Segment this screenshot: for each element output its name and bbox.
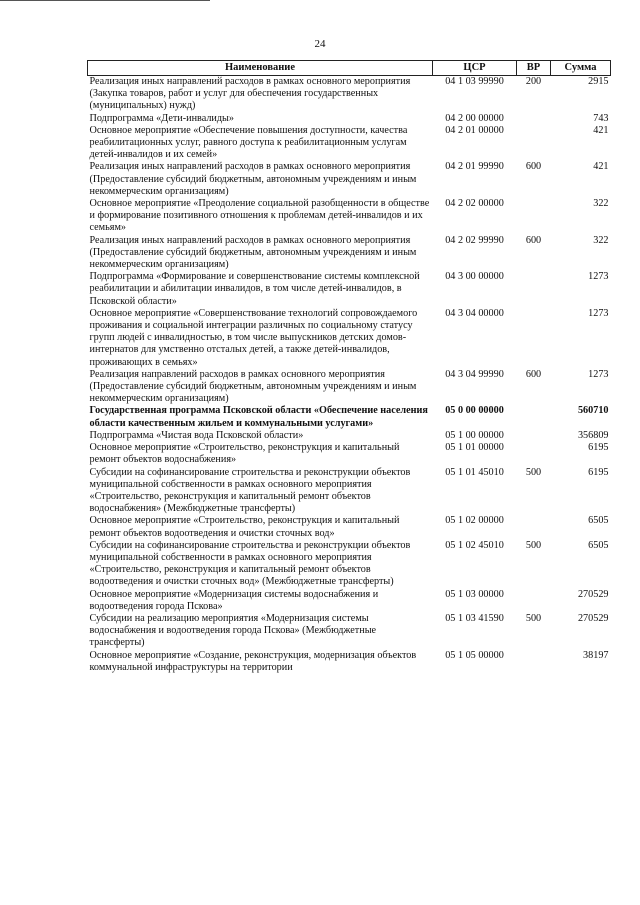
row-sum-cell: 270529 [577,612,609,624]
row-sum-cell: 1273 [588,307,609,319]
row-sum-cell: 560710 [577,405,609,417]
table-header-row [88,61,611,76]
row-vr-cell [517,430,551,442]
table-row [88,515,611,539]
table-row [88,369,611,406]
table-row [88,430,611,442]
row-name-cell: Субсидии на реализацию мероприятия «Модернизация системы водоснабжения и водоотведения города Пскова» (Межбюджетные трансферты) [89,612,377,649]
table-row [88,198,611,235]
row-vr-cell: 600 [525,234,542,246]
row-sum-cell: 38197 [583,649,609,661]
table-row [88,113,611,125]
table-row [88,613,611,650]
row-sum-cell: 1273 [588,368,609,380]
row-vr-cell [517,589,551,613]
row-name-cell: Реализация иных направлений расходов в рамках основного мероприятия (Предоставление субсидий бюджетным, автономным учреждениям и иным некоммерческим организациям) [89,161,417,197]
row-csr-cell: 05 1 01 00000 [445,442,504,454]
row-name-cell: Субсидии на софинансирование строительства и реконструкции объектов муниципальной собственности в рамках основного мероприятия «Строительство, реконструкция и капитальный ремонт объектов водоотведения и очистки сточных вод» (Межбюджетные трансферты) [89,539,411,588]
row-sum-cell: 6505 [588,515,609,527]
row-vr-cell: 500 [525,539,542,551]
header-vr: ВР [517,61,551,76]
table-body [88,76,611,674]
row-csr-cell: 04 3 04 99990 [445,368,504,380]
table-row [88,161,611,198]
table-row [88,308,611,369]
row-name-cell: Государственная программа Псковской области «Обеспечение населения области качественным жильем и коммунальными услугами» [89,405,428,429]
row-name-cell: Основное мероприятие «Преодоление социальной разобщенности в обществе и формирование позитивного отношения к проблемам детей-инвалидов и их семьям» [89,198,430,234]
row-name-cell: Основное мероприятие «Строительство, реконструкция и капитальный ремонт объектов водоснабжения» [89,442,400,466]
row-vr-cell [517,125,551,162]
row-vr-cell: 600 [525,368,542,380]
row-name-cell: Субсидии на софинансирование строительства и реконструкции объектов муниципальной собственности в рамках основного мероприятия «Строительство, реконструкция и капитальный ремонт объектов водоснабжения» (Межбюджетные трансферты) [89,466,411,515]
row-sum-cell: 270529 [577,588,609,600]
table-row [88,125,611,162]
row-vr-cell [517,271,551,308]
row-vr-cell [517,442,551,466]
row-csr-cell: 05 1 02 45010 [445,539,504,551]
row-name-cell: Основное мероприятие «Совершенствование технологий сопровождаемого проживания и социальной интеграции различных по социальному статусу групп людей с инвалидностью, в том числе выпускников детских домов-интернатов для умственно отсталых детей, а также детей-инвалидов, проживающих в семьях» [89,307,418,368]
header-csr: ЦСР [433,61,517,76]
row-vr-cell [517,515,551,539]
row-csr-cell: 05 1 03 41590 [445,612,504,624]
budget-table [87,60,611,674]
row-name-cell: Реализация иных направлений расходов в рамках основного мероприятия (Закупка товаров, работ и услуг для обеспечения государственных (муниципальных) нужд) [89,76,411,112]
header-name: Наименование [88,61,433,76]
row-name-cell: Основное мероприятие «Создание, реконструкция, модернизация объектов коммунальной инфраструктуры на территории [89,649,417,673]
row-csr-cell: 04 2 00 00000 [445,112,504,124]
row-sum-cell: 322 [593,234,609,246]
row-sum-cell: 1273 [588,271,609,283]
row-csr-cell: 05 1 00 00000 [445,429,504,441]
row-name-cell: Реализация направлений расходов в рамках основного мероприятия (Предоставление субсидий бюджетным, автономным учреждениям и иным некоммерческим организациям) [89,368,417,405]
row-vr-cell: 500 [525,612,542,624]
row-sum-cell: 743 [593,112,609,124]
row-sum-cell: 322 [593,198,609,210]
row-csr-cell: 05 1 02 00000 [445,515,504,527]
row-vr-cell: 600 [525,161,542,173]
table-row [88,76,611,113]
row-name-cell: Подпрограмма «Формирование и совершенствование системы комплексной реабилитации и абилитации инвалидов, в том числе детей-инвалидов, в Псковской области» [89,271,420,307]
table-row [88,540,611,589]
row-sum-cell: 356809 [577,429,609,441]
row-vr-cell [517,198,551,235]
table-row [88,405,611,429]
row-csr-cell: 04 2 02 00000 [445,198,504,210]
row-vr-cell [517,405,551,429]
row-vr-cell [517,308,551,369]
row-sum-cell: 6195 [588,442,609,454]
row-vr-cell [517,650,551,674]
row-csr-cell: 04 2 02 99990 [445,234,504,246]
row-csr-cell: 04 1 03 99990 [445,76,504,87]
row-vr-cell [517,113,551,125]
row-sum-cell: 421 [593,124,609,136]
row-csr-cell: 05 1 05 00000 [445,649,504,661]
row-csr-cell: 04 2 01 99990 [445,161,504,173]
row-name-cell: Подпрограмма «Чистая вода Псковской области» [89,429,304,441]
row-csr-cell: 04 3 04 00000 [445,307,504,319]
row-sum-cell: 6195 [588,466,609,478]
row-sum-cell: 421 [593,161,609,173]
row-name-cell: Реализация иных направлений расходов в рамках основного мероприятия (Предоставление субсидий бюджетным, автономным учреждениям и иным некоммерческим организациям) [89,234,417,271]
row-csr-cell: 04 3 00 00000 [445,271,504,283]
table-row [88,442,611,466]
row-csr-cell: 05 1 01 45010 [445,466,504,478]
table-row [88,650,611,674]
row-csr-cell: 05 1 03 00000 [445,588,504,600]
row-name-cell: Основное мероприятие «Модернизация системы водоснабжения и водоотведения города Пскова» [89,588,379,612]
table-row [88,589,611,613]
row-vr-cell: 200 [525,76,542,87]
row-vr-cell: 500 [525,466,542,478]
top-edge-line [0,0,210,1]
row-name-cell: Основное мероприятие «Строительство, реконструкция и капитальный ремонт объектов водоотведения и очистки сточных вод» [89,515,400,539]
table-row [88,467,611,516]
header-sum: Сумма [551,61,611,76]
row-csr-cell: 04 2 01 00000 [445,124,504,136]
table-row [88,271,611,308]
row-sum-cell: 6505 [588,539,609,551]
row-name-cell: Подпрограмма «Дети-инвалиды» [89,112,234,124]
row-name-cell: Основное мероприятие «Обеспечение повышения доступности, качества реабилитационных услуг, равного доступа к реабилитационным услугам детей-инвалидов и их семей» [89,124,408,161]
row-csr-cell: 05 0 00 00000 [445,405,504,417]
table-row [88,235,611,272]
page-number: 24 [314,38,326,50]
row-sum-cell: 2915 [588,76,609,87]
